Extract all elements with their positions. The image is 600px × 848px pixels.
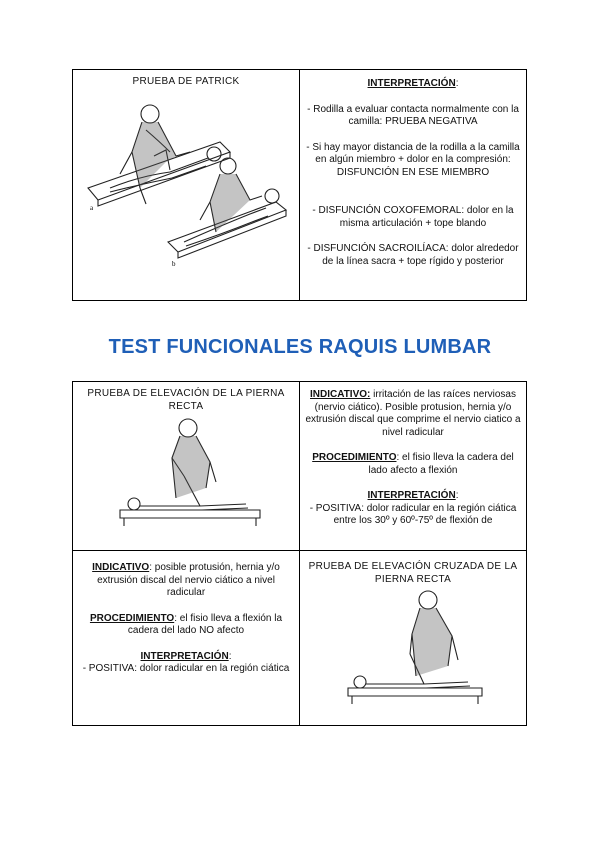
patrick-interpretation-cell: INTERPRETACIÓN: - Rodilla a evaluar contacta normalmente con la camilla: PRUEBA NEGATIVA - Si hay mayor distancia de la rodilla a la camilla en algún miembro + dolor en la compresión: DISFUNCIÓN EN ESE MIEMBRO - DISFUNCIÓN COXOFEMORAL: dolor en la misma articulación + tope blando - DISFUNCIÓN SACROILÍACA: dolor alrededor de la línea sacra + tope rígido y posterior <box>304 78 522 268</box>
interpretation-item: - POSITIVA: dolor radicular en la región ciática <box>82 663 290 674</box>
patrick-test-title: PRUEBA DE PATRICK <box>132 76 240 87</box>
slr-test-title: PRUEBA DE ELEVACIÓN DE LA PIERNA RECTA <box>87 388 285 412</box>
crossed-slr-test-illustration <box>340 590 490 720</box>
figure-label-a: a <box>90 204 94 212</box>
interpretation-item: - DISFUNCIÓN SACROILÍACA: dolor alrededor de la línea sacra + tope rígido y posterior <box>307 243 519 267</box>
patrick-table-divider <box>299 69 300 301</box>
lumbar-table-vertical-divider <box>299 381 300 726</box>
crossed-slr-illustration-cell <box>304 561 522 586</box>
slr-description-cell: INDICATIVO: irritación de las raíces nerviosas (nervio ciático). Posible protusion, hernia y/o extrusión discal que comprime el nervio ciatico a nivel radicular PROCEDIMIENTO: el fisio lleva la cadera del lado afecto a flexión INTERPRETACIÓN: - POSITIVA: dolor radicular en la región ciática entre los 30º y 60º-75º de flexión de <box>305 389 521 526</box>
figure-label-b: b <box>172 260 176 268</box>
indicativo-label: INDICATIVO <box>92 562 150 573</box>
interpretation-heading: INTERPRETACIÓN <box>367 78 456 89</box>
patrick-illustration-cell <box>73 76 299 89</box>
patrick-test-illustration <box>80 92 292 272</box>
interpretation-item: - Rodilla a evaluar contacta normalmente con la camilla: PRUEBA NEGATIVA <box>307 103 519 127</box>
procedimiento-label: PROCEDIMIENTO <box>89 612 175 624</box>
procedimiento-label: PROCEDIMIENTO <box>312 452 397 463</box>
interpretation-item: - POSITIVA: dolor radicular en la región ciática entre los 30º y 60º-75º de flexión de <box>309 502 517 526</box>
slr-test-illustration <box>110 418 270 546</box>
section-heading: TEST FUNCIONALES RAQUIS LUMBAR <box>108 336 492 358</box>
interpretation-heading: INTERPRETACIÓN <box>367 490 456 501</box>
lumbar-table-horizontal-divider <box>72 550 527 551</box>
slr-illustration-cell <box>78 388 294 413</box>
interpretation-item: - Si hay mayor distancia de la rodilla a la camilla en algún miembro + dolor en la compresión: DISFUNCIÓN EN ESE MIEMBRO <box>306 141 520 178</box>
interpretation-heading: INTERPRETACIÓN <box>140 650 229 662</box>
interpretation-item: - DISFUNCIÓN COXOFEMORAL: dolor en la misma articulación + tope blando <box>312 205 514 229</box>
crossed-slr-description-cell: INDICATIVO: posible protusión, hernia y/o extrusión discal del nervio ciático a nivel radicular PROCEDIMIENTO: el fisio lleva a flexión la cadera del lado NO afecto INTERPRETACIÓN: - POSITIVA: dolor radicular en la región ciática <box>78 562 294 676</box>
crossed-slr-test-title: PRUEBA DE ELEVACIÓN CRUZADA DE LA PIERNA RECTA <box>308 561 518 585</box>
indicativo-label: INDICATIVO: <box>310 389 371 400</box>
